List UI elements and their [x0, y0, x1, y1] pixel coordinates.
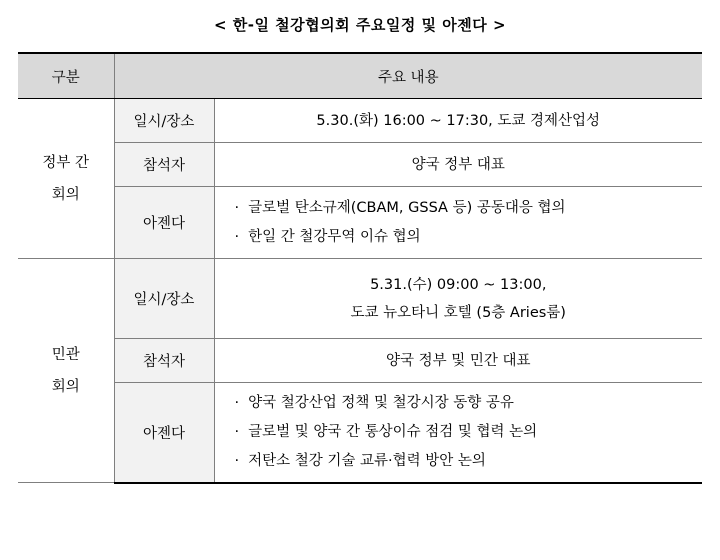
- attendees-value: 양국 정부 및 민간 대표: [214, 339, 702, 383]
- datetime-value: 5.30.(화) 16:00 ~ 17:30, 도쿄 경제산업성: [214, 99, 702, 143]
- attendees-value: 양국 정부 대표: [214, 143, 702, 187]
- header-category: 구분: [18, 53, 114, 99]
- table-row: [18, 339, 702, 383]
- agenda-item: · 글로벌 및 양국 간 통상이슈 점검 및 협력 논의: [235, 418, 703, 447]
- table-row: [18, 99, 702, 143]
- table-header-row: [18, 53, 702, 99]
- agenda-item: · 저탄소 철강 기술 교류·협력 방안 논의: [235, 447, 703, 476]
- datetime-label: 일시/장소: [114, 259, 214, 339]
- agenda-item: · 글로벌 탄소규제(CBAM, GSSA 등) 공동대응 협의: [235, 194, 703, 223]
- agenda-label: 아젠다: [114, 187, 214, 259]
- table-row: [18, 187, 702, 259]
- category-government: 정부 간 회의: [18, 99, 114, 259]
- schedule-table: [18, 52, 702, 484]
- datetime-value: 5.31.(수) 09:00 ~ 13:00, 도쿄 뉴오타니 호텔 (5층 Aries룸): [214, 259, 702, 339]
- agenda-item: · 한일 간 철강무역 이슈 협의: [235, 223, 703, 252]
- header-content: 주요 내용: [114, 53, 702, 99]
- agenda-list: [214, 187, 702, 259]
- datetime-label: 일시/장소: [114, 99, 214, 143]
- agenda-label: 아젠다: [114, 383, 214, 483]
- table-row: [18, 259, 702, 339]
- agenda-list: [214, 383, 702, 483]
- table-row: [18, 143, 702, 187]
- agenda-item: · 양국 철강산업 정책 및 철강시장 동향 공유: [235, 389, 703, 418]
- page-title: < 한-일 철강협의회 주요일정 및 아젠다 >: [213, 16, 507, 34]
- attendees-label: 참석자: [114, 143, 214, 187]
- table-row: [18, 383, 702, 483]
- attendees-label: 참석자: [114, 339, 214, 383]
- category-public-private: 민관 회의: [18, 259, 114, 483]
